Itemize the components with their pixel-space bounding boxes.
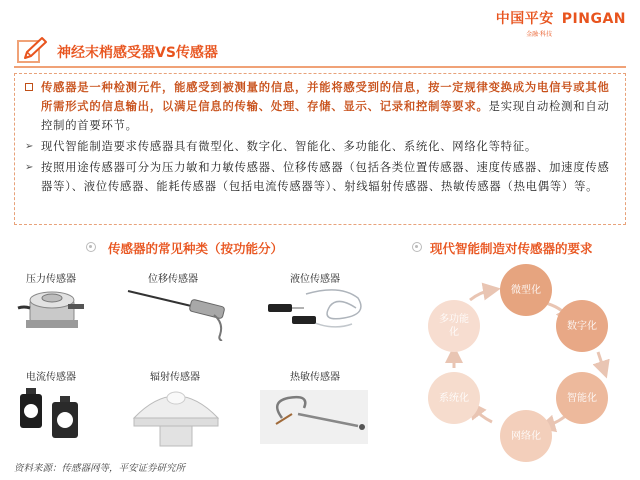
level-sensor-image <box>260 284 370 340</box>
requirements-heading: 现代智能制造对传感器的要求 <box>430 241 593 256</box>
definition-tail: 是实现自动检测和自动控制的首要环节。 <box>41 100 610 132</box>
cycle-node-multifunction <box>428 300 480 352</box>
cycle-node-miniaturization: 微型化 <box>500 264 552 316</box>
source-note: 资料来源：传感器网等，平安证券研究所 <box>14 463 186 474</box>
thermal-sensor-image <box>258 384 372 448</box>
sensor-label-radiation: 辐射传感器 <box>150 372 200 383</box>
definition-highlight: 传感器是一种检测元件，能感受到被测量的信息，并能将感受到的信息，按一定规律变换成为电信号或其他所需形式的信息输出，以满足信息的传输、处理、存储、显示、记录和控制等要求。 <box>41 80 610 113</box>
logo-text-en: PINGAN <box>561 11 626 27</box>
section-bullet-icon <box>86 242 96 252</box>
cycle-node-intelligence: 智能化 <box>556 372 608 424</box>
logo-text-cn: 中国平安 <box>495 11 554 27</box>
sensor-types-heading: 传感器的常见种类（按功能分） <box>108 241 284 256</box>
classification-text: 按照用途传感器可分为压力敏和力敏传感器、位移传感器（包括各类位置传感器、速度传感器、加速度传感器等）、液位传感器、能耗传感器（包括电流传感器等）、射线辐射传感器、热敏传感器（热电偶等）等。 <box>41 161 610 193</box>
cycle-node-systematization: 系统化 <box>428 372 480 424</box>
sensor-label-level: 液位传感器 <box>290 274 340 285</box>
title-divider <box>14 66 626 68</box>
sensor-label-thermal: 热敏传感器 <box>290 372 340 383</box>
radiation-sensor-image <box>128 380 224 450</box>
classification-paragraph <box>25 158 619 196</box>
cycle-node-multifunction-label: 多功能化 <box>439 314 469 338</box>
features-text: 现代智能制造要求传感器具有微型化、数字化、智能化、多功能化、系统化、网络化等特征。 <box>41 140 537 153</box>
logo-subtitle: 金融·科技 <box>526 31 552 38</box>
features-paragraph <box>25 137 619 156</box>
sensor-label-current: 电流传感器 <box>26 372 76 383</box>
pencil-note-icon <box>16 36 50 66</box>
definition-box <box>14 73 626 225</box>
sensor-label-pressure: 压力传感器 <box>26 274 76 285</box>
arrow-bullet-icon: ➢ <box>25 141 35 152</box>
pingan-logo <box>486 8 626 38</box>
cycle-node-networking: 网络化 <box>500 410 552 462</box>
page-title: 神经末梢感受器VS传感器 <box>57 45 218 61</box>
displacement-sensor-image <box>124 285 240 341</box>
arrow-bullet-icon: ➢ <box>25 162 35 173</box>
square-bullet-icon <box>25 78 33 98</box>
cycle-node-digitalization: 数字化 <box>556 300 608 352</box>
current-sensor-image <box>16 384 96 446</box>
pressure-sensor-image <box>16 284 88 340</box>
definition-paragraph <box>25 78 619 135</box>
sensor-label-displacement: 位移传感器 <box>148 274 198 285</box>
section-bullet-icon <box>412 242 422 252</box>
